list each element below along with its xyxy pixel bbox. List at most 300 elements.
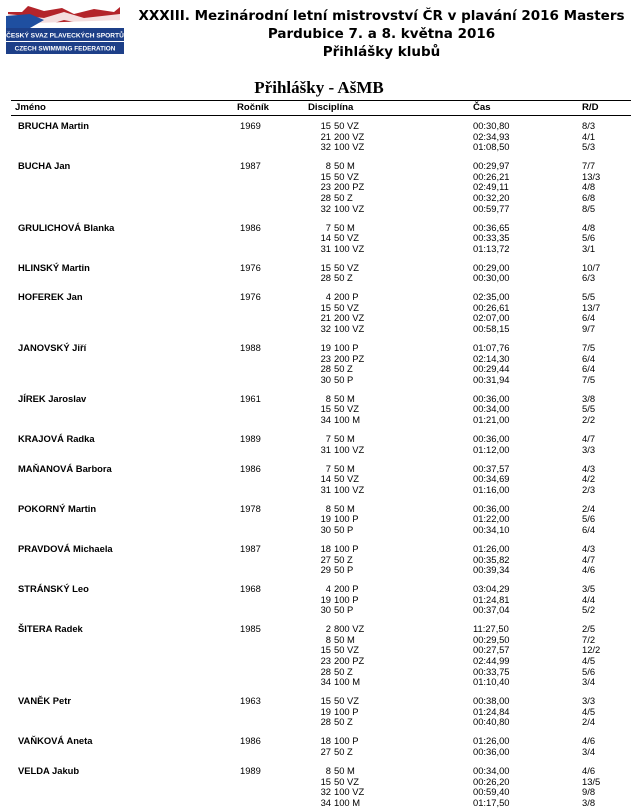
entry-time: 00:35,82 [473,553,510,565]
swimmer-name: POKORNÝ Martin [18,502,97,514]
heat-lane: 4/6 [582,764,596,776]
table-row [0,605,638,616]
table-row [0,223,638,234]
event-number: 28 [320,191,331,203]
event-discipline: 50 M [334,633,355,645]
table-row [0,504,638,515]
birth-year: 1986 [240,462,261,474]
event-number: 32 [320,786,331,798]
entry-time: 00:34,69 [473,473,510,485]
entry-time: 01:24,84 [473,705,510,717]
entry-time: 00:33,35 [473,232,510,244]
entry-time: 01:26,00 [473,542,510,554]
heat-lane: 4/8 [582,181,596,193]
event-number: 31 [320,483,331,495]
heat-lane: 7/2 [582,633,596,645]
birth-year: 1987 [240,542,261,554]
event-discipline: 100 VZ [334,141,365,153]
column-year: Ročník [237,102,269,113]
event-number: 15 [320,301,331,313]
entry-time: 00:26,61 [473,301,510,313]
swimmer-name: ŠITERA Radek [18,623,83,635]
event-number: 7 [325,432,331,444]
table-row [0,303,638,314]
event-number: 19 [320,705,331,717]
table-row [0,677,638,688]
table-row [0,142,638,153]
entry-time: 00:40,80 [473,716,510,728]
entry-time: 00:36,00 [473,502,510,514]
event-number: 28 [320,363,331,375]
table-row [0,434,638,445]
heat-lane: 4/6 [582,735,596,747]
event-number: 18 [320,735,331,747]
swimmer-name: BUCHA Jan [18,160,71,172]
event-number: 15 [320,261,331,273]
heat-lane: 6/4 [582,312,596,324]
table-row [0,624,638,635]
event-discipline: 100 VZ [334,786,365,798]
event-number: 28 [320,716,331,728]
heat-lane: 5/6 [582,665,596,677]
event-number: 19 [320,593,331,605]
heat-lane: 6/4 [582,523,596,535]
event-number: 15 [320,644,331,656]
entry-time: 01:21,00 [473,414,510,425]
table-row [0,292,638,303]
entry-time: 02:07,00 [473,312,510,324]
heat-lane: 3/3 [582,443,596,455]
swimmer-name: JANOVSKÝ Jiří [18,342,87,354]
heat-lane: 13/5 [582,775,601,787]
table-row [0,736,638,747]
heat-lane: 4/6 [582,564,596,576]
event-number: 14 [320,473,331,485]
event-number: 15 [320,170,331,182]
heat-lane: 6/4 [582,363,596,375]
event-discipline: 100 P [334,735,359,747]
event-number: 23 [320,655,331,667]
event-discipline: 50 M [334,432,355,444]
table-row [0,172,638,183]
event-discipline: 100 VZ [334,242,365,254]
event-discipline: 50 P [334,604,354,616]
table-row [0,161,638,172]
event-discipline: 50 VZ [334,473,360,485]
event-discipline: 50 VZ [334,232,360,244]
entry-time: 02:14,30 [473,352,510,364]
heat-lane: 4/8 [582,221,596,233]
heat-lane: 2/4 [582,502,596,514]
event-discipline: 50 VZ [334,775,360,787]
table-row [0,193,638,204]
event-discipline: 200 VZ [334,312,365,324]
entry-time: 00:29,50 [473,633,510,645]
birth-year: 1968 [240,583,261,595]
birth-year: 1976 [240,291,261,303]
event-number: 18 [320,542,331,554]
heat-lane: 7/5 [582,342,596,354]
heat-lane: 4/7 [582,553,596,565]
heat-lane: 12/2 [582,644,601,656]
table-row [0,263,638,274]
table-row [0,787,638,798]
table-row [0,645,638,656]
document-type: Přihlášky klubů [322,44,441,60]
table-row [0,544,638,555]
heat-lane: 4/4 [582,593,596,605]
heat-lane: 7/7 [582,160,596,172]
entry-time: 00:34,10 [473,523,510,535]
heat-lane: 5/2 [582,604,596,616]
heat-lane: 4/7 [582,432,596,444]
table-row [0,514,638,525]
event-number: 28 [320,665,331,677]
event-discipline: 100 P [334,342,359,354]
federation-logo [4,6,126,56]
event-number: 4 [325,291,331,303]
birth-year: 1985 [240,623,261,635]
birth-year: 1989 [240,764,261,776]
table-row [0,273,638,284]
event-number: 14 [320,232,331,244]
swimmer-name: JÍREK Jaroslav [18,392,87,404]
swimmer-name: VAŇKOVÁ Aneta [18,735,93,747]
event-number: 21 [320,312,331,324]
swimmer-name: HLINSKÝ Martin [18,261,90,273]
heat-lane: 5/6 [582,232,596,244]
event-number: 23 [320,352,331,364]
event-discipline: 50 VZ [334,695,360,707]
event-number: 8 [325,160,331,172]
table-row [0,415,638,426]
table-row [0,233,638,244]
entry-time: 00:36,00 [473,392,510,404]
heat-lane: 4/2 [582,473,596,485]
table-row [0,798,638,809]
event-discipline: 50 VZ [334,301,360,313]
heat-lane: 3/5 [582,583,596,595]
table-row [0,474,638,485]
event-discipline: 50 VZ [334,644,360,656]
table-row [0,375,638,386]
entry-time: 00:59,77 [473,202,510,214]
event-number: 34 [320,676,331,688]
heat-lane: 7/5 [582,373,596,385]
event-discipline: 50 P [334,523,354,535]
event-discipline: 100 P [334,593,359,605]
event-number: 30 [320,604,331,616]
event-number: 8 [325,633,331,645]
event-number: 7 [325,221,331,233]
entry-time: 02:44,99 [473,655,510,667]
event-discipline: 50 M [334,502,355,514]
table-row [0,747,638,758]
entry-time: 00:33,75 [473,665,510,677]
birth-year: 1988 [240,342,261,354]
logo-line1: ČESKÝ SVAZ PLAVECKÝCH SPORTŮ [6,32,124,40]
event-number: 8 [325,502,331,514]
event-discipline: 100 M [334,676,361,688]
table-row [0,204,638,215]
heat-lane: 5/5 [582,403,596,415]
event-number: 19 [320,513,331,525]
table-row [0,364,638,375]
entry-time: 00:27,57 [473,644,510,656]
event-discipline: 200 P [334,583,359,595]
swimmer-name: VANĚK Petr [18,695,71,707]
heat-lane: 3/4 [582,676,596,688]
event-discipline: 50 Z [334,716,353,728]
entry-time: 00:39,34 [473,564,510,576]
heat-lane: 3/4 [582,745,596,757]
entry-time: 00:29,44 [473,363,510,375]
heat-lane: 13/3 [582,170,601,182]
birth-year: 1987 [240,160,261,172]
event-discipline: 800 VZ [334,623,365,635]
entry-time: 00:34,00 [473,764,510,776]
column-discipline: Disciplína [308,102,354,113]
heat-lane: 3/3 [582,695,596,707]
event-number: 15 [320,775,331,787]
heat-lane: 3/1 [582,242,596,254]
event-discipline: 50 Z [334,665,353,677]
event-discipline: 50 Z [334,272,353,284]
event-number: 19 [320,342,331,354]
entry-time: 01:08,50 [473,141,510,153]
entry-time: 00:32,20 [473,191,510,203]
event-discipline: 50 VZ [334,403,360,415]
table-row [0,244,638,255]
heat-lane: 4/3 [582,542,596,554]
heat-lane: 2/4 [582,716,596,728]
entry-time: 02:34,93 [473,130,510,142]
event-location-date: Pardubice 7. a 8. května 2016 [267,26,496,42]
table-row [0,565,638,576]
table-row [0,313,638,324]
event-number: 27 [320,553,331,565]
event-number: 34 [320,414,331,425]
event-discipline: 50 VZ [334,170,360,182]
event-discipline: 200 VZ [334,130,365,142]
table-row [0,717,638,728]
entry-time: 01:10,40 [473,676,510,688]
entry-time: 01:26,00 [473,735,510,747]
event-discipline: 50 Z [334,191,353,203]
entries-table [0,121,638,808]
event-discipline: 100 M [334,414,361,425]
birth-year: 1969 [240,120,261,131]
heat-lane: 4/5 [582,705,596,717]
entry-time: 01:12,00 [473,443,510,455]
table-row [0,584,638,595]
event-discipline: 50 P [334,564,354,576]
heat-lane: 6/8 [582,191,596,203]
heat-lane: 5/6 [582,513,596,525]
event-discipline: 100 M [334,796,361,808]
entry-time: 00:37,57 [473,462,510,474]
column-rd: R/D [582,102,599,113]
table-row [0,656,638,667]
heat-lane: 8/3 [582,120,596,131]
event-discipline: 50 M [334,392,355,404]
heat-lane: 2/2 [582,414,596,425]
event-number: 21 [320,130,331,142]
event-discipline: 100 VZ [334,483,365,495]
entry-time: 00:29,97 [473,160,510,172]
table-row [0,707,638,718]
event-number: 32 [320,141,331,153]
entry-time: 00:26,20 [473,775,510,787]
entry-time: 00:58,15 [473,323,510,335]
table-row [0,132,638,143]
logo-line2: CZECH SWIMMING FEDERATION [14,45,116,53]
entry-time: 01:07,76 [473,342,510,354]
event-discipline: 50 VZ [334,261,360,273]
event-discipline: 100 P [334,542,359,554]
entry-time: 02:49,11 [473,181,509,193]
entry-time: 01:13,72 [473,242,510,254]
event-discipline: 200 PZ [334,655,365,667]
event-number: 28 [320,272,331,284]
heat-lane: 9/7 [582,323,596,335]
entry-time: 00:59,40 [473,786,510,798]
event-number: 31 [320,443,331,455]
column-time: Čas [473,102,491,113]
entry-time: 01:17,50 [473,796,510,808]
birth-year: 1961 [240,392,261,404]
event-number: 31 [320,242,331,254]
swimmer-name: STRÁNSKÝ Leo [18,583,89,595]
table-row [0,354,638,365]
entry-time: 00:34,00 [473,403,510,415]
table-row [0,404,638,415]
event-number: 27 [320,745,331,757]
event-discipline: 50 M [334,160,355,172]
birth-year: 1978 [240,502,261,514]
entry-time: 00:36,00 [473,745,510,757]
swimmer-name: MAŇANOVÁ Barbora [18,462,112,474]
entry-time: 00:36,65 [473,221,510,233]
event-discipline: 50 Z [334,363,353,375]
swimmer-name: VELDA Jakub [18,764,80,776]
table-row [0,696,638,707]
column-name: Jméno [15,102,46,113]
event-number: 23 [320,181,331,193]
entry-time: 03:04,29 [473,583,510,595]
heat-lane: 13/7 [582,301,601,313]
heat-lane: 4/5 [582,655,596,667]
event-discipline: 100 P [334,513,359,525]
event-discipline: 50 M [334,221,355,233]
birth-year: 1976 [240,261,261,273]
swimmer-name: PRAVDOVÁ Michaela [18,542,113,554]
heat-lane: 4/3 [582,462,596,474]
heat-lane: 9/8 [582,786,596,798]
swimmer-name: BRUCHA Martin [18,120,90,131]
heat-lane: 10/7 [582,261,601,273]
event-discipline: 100 P [334,705,359,717]
heat-lane: 5/5 [582,291,596,303]
table-row [0,667,638,678]
event-number: 15 [320,695,331,707]
table-row [0,464,638,475]
event-number: 8 [325,764,331,776]
event-number: 30 [320,373,331,385]
entry-time: 01:24,81 [473,593,510,605]
entry-time: 00:37,04 [473,604,510,616]
birth-year: 1986 [240,735,261,747]
entry-time: 00:30,80 [473,120,510,131]
birth-year: 1963 [240,695,261,707]
event-number: 4 [325,583,331,595]
event-discipline: 100 VZ [334,443,365,455]
entry-time: 00:29,00 [473,261,510,273]
entry-time: 00:26,21 [473,170,510,182]
event-discipline: 100 VZ [334,323,365,335]
heat-lane: 3/8 [582,796,596,808]
event-number: 7 [325,462,331,474]
table-row [0,635,638,646]
entry-time: 00:36,00 [473,432,510,444]
table-row [0,525,638,536]
entry-time: 11:27,50 [473,623,509,635]
event-discipline: 100 VZ [334,202,365,214]
heat-lane: 5/3 [582,141,596,153]
event-title: XXXIII. Mezinárodní letní mistrovství ČR v plavání 2016 Masters [138,8,625,24]
event-discipline: 50 Z [334,553,353,565]
event-discipline: 50 P [334,373,354,385]
event-number: 8 [325,392,331,404]
event-number: 34 [320,796,331,808]
heat-lane: 4/1 [582,130,596,142]
entry-time: 00:38,00 [473,695,510,707]
heat-lane: 2/5 [582,623,596,635]
entry-time: 01:22,00 [473,513,510,525]
table-row [0,343,638,354]
table-header [11,100,631,116]
table-row [0,555,638,566]
event-discipline: 50 M [334,462,355,474]
table-row [0,182,638,193]
entry-time: 02:35,00 [473,291,510,303]
event-number: 30 [320,523,331,535]
event-number: 15 [320,120,331,131]
event-number: 32 [320,323,331,335]
heat-lane: 6/3 [582,272,596,284]
event-discipline: 50 VZ [334,120,360,131]
event-discipline: 200 PZ [334,352,365,364]
swimmer-name: KRAJOVÁ Radka [18,432,95,444]
table-row [0,324,638,335]
heat-lane: 8/5 [582,202,596,214]
event-discipline: 50 Z [334,745,353,757]
swimmer-name: HOFEREK Jan [18,291,83,303]
table-row [0,121,638,132]
entry-time: 00:31,94 [473,373,510,385]
heat-lane: 6/4 [582,352,596,364]
entry-time: 00:30,00 [473,272,510,284]
table-row [0,485,638,496]
event-discipline: 50 M [334,764,355,776]
entry-time: 01:16,00 [473,483,510,495]
event-discipline: 200 PZ [334,181,365,193]
table-row [0,445,638,456]
event-number: 32 [320,202,331,214]
heat-lane: 3/8 [582,392,596,404]
club-title: Přihlášky - AšMB [254,78,384,97]
event-number: 2 [325,623,331,635]
